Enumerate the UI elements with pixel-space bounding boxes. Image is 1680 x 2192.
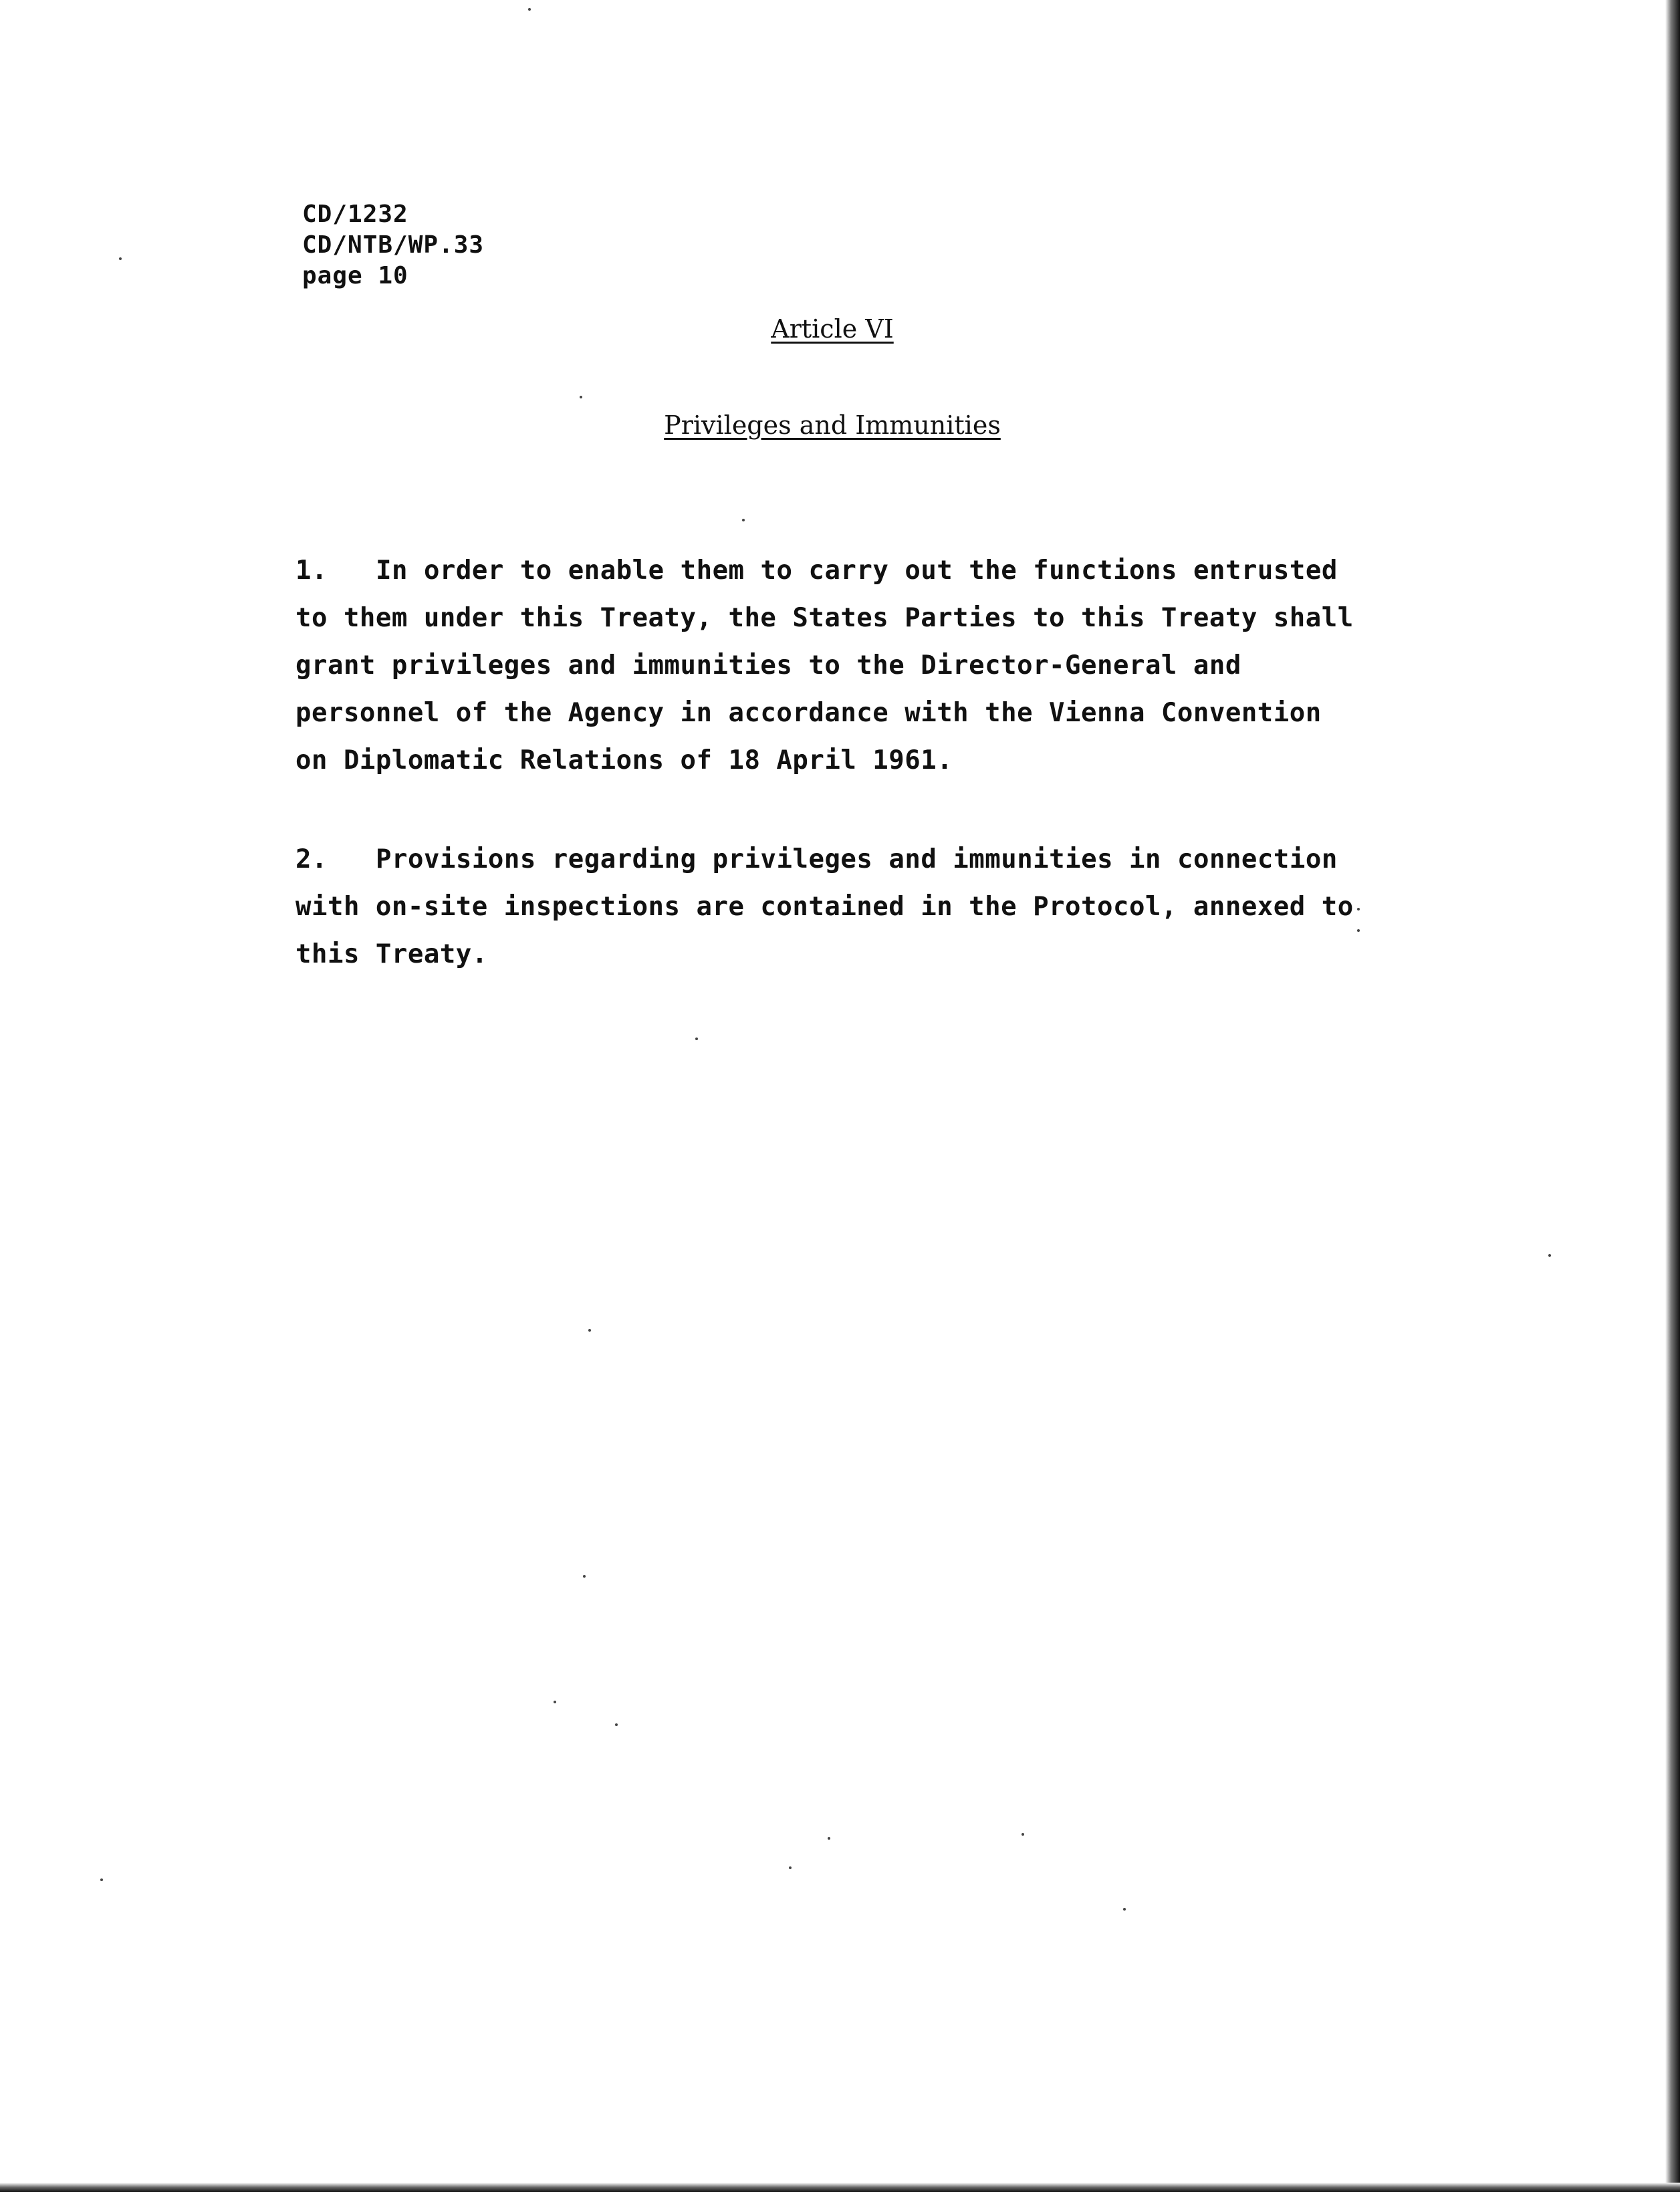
scan-speck: [615, 1723, 618, 1726]
scan-speck: [588, 1329, 591, 1332]
page-number: page 10: [302, 262, 408, 289]
scan-speck: [528, 8, 531, 11]
paragraph-line: [295, 547, 1378, 594]
paragraph-1: [295, 547, 1378, 784]
article-title: Article VI: [771, 314, 894, 344]
scan-speck: [1548, 1254, 1551, 1257]
paragraph-line: on Diplomatic Relations of 18 April 1961.: [295, 745, 953, 775]
paragraph-number: 2.: [295, 844, 328, 874]
scan-edge-right: [1665, 0, 1680, 2192]
paragraph-line: to them under this Treaty, the States Parties to this Treaty shall: [295, 603, 1354, 633]
scan-speck: [742, 519, 745, 521]
scan-speck: [1357, 929, 1360, 932]
paragraph-line: [295, 836, 1378, 883]
paragraph-line: grant privileges and immunities to the Director-General and: [295, 650, 1241, 681]
scan-speck: [100, 1878, 103, 1881]
scan-edge-bottom: [0, 2183, 1680, 2192]
paragraph-number: 1.: [295, 556, 328, 586]
scan-speck: [1357, 908, 1360, 910]
scan-speck: [1123, 1908, 1126, 1911]
paragraph-text: In order to enable them to carry out the functions entrusted: [376, 556, 1338, 586]
paragraph-text: Provisions regarding privileges and immunities in connection: [376, 844, 1338, 874]
scan-speck: [695, 1038, 698, 1040]
document-code: CD/1232: [302, 201, 408, 228]
working-paper-code: CD/NTB/WP.33: [302, 231, 485, 259]
scan-speck: [554, 1701, 556, 1703]
scan-speck: [119, 257, 122, 260]
scan-speck: [583, 1575, 586, 1578]
scan-speck: [828, 1837, 830, 1840]
scan-speck: [580, 396, 582, 398]
scan-speck: [1022, 1833, 1024, 1836]
document-header: [302, 199, 484, 291]
paragraph-2: [295, 836, 1378, 978]
paragraph-line: this Treaty.: [295, 939, 488, 969]
paragraph-line: with on-site inspections are contained in the Protocol, annexed to: [295, 892, 1354, 922]
paragraph-line: personnel of the Agency in accordance with the Vienna Convention: [295, 698, 1322, 728]
scan-speck: [789, 1866, 792, 1869]
section-title: Privileges and Immunities: [664, 410, 1001, 440]
